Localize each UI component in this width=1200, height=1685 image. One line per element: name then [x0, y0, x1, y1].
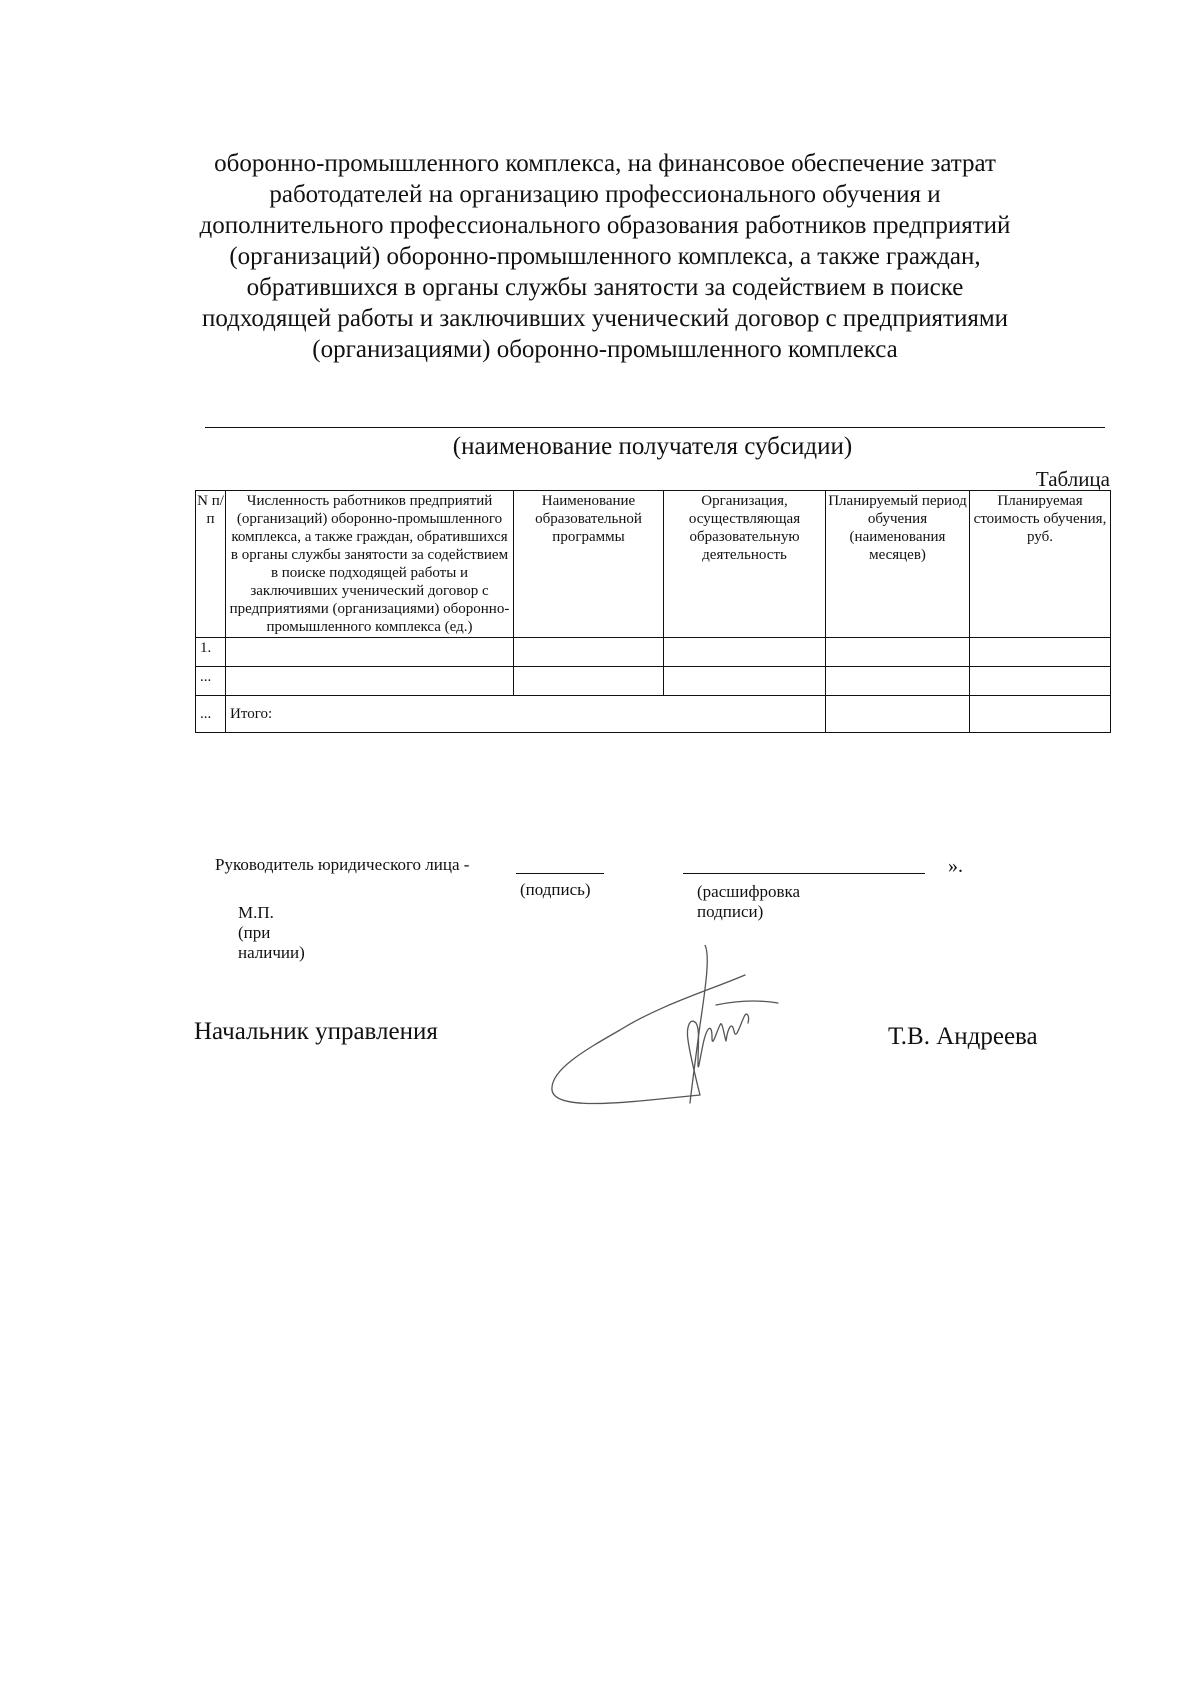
heading-line: оборонно-промышленного комплекса, на финансовое обеспечение затрат	[214, 150, 996, 177]
handwritten-signature-icon	[540, 945, 780, 1115]
header-organization: Организация, осуществляющая образовательную деятельность	[664, 491, 826, 638]
signature-blank-line	[516, 873, 604, 874]
chief-name: Т.В. Андреева	[888, 1023, 1038, 1050]
row-cell	[664, 667, 826, 696]
row-cell	[970, 696, 1111, 733]
table-total-row	[196, 696, 1111, 733]
signature-caption: (подпись)	[520, 880, 591, 899]
row-cell	[664, 638, 826, 667]
row-cell	[514, 638, 664, 667]
table-row	[196, 638, 1111, 667]
row-num: 1.	[196, 638, 226, 667]
decoding-caption: (расшифровка подписи)	[697, 882, 801, 921]
closing-quote: ».	[948, 855, 963, 877]
subsidy-table	[195, 490, 1111, 733]
table-label: Таблица	[1035, 467, 1110, 491]
row-cell	[226, 667, 514, 696]
header-num: N п/п	[196, 491, 226, 638]
row-cell	[514, 667, 664, 696]
row-num: ...	[196, 667, 226, 696]
head-label: Руководитель юридического лица -	[215, 855, 470, 874]
total-label: Итого:	[226, 696, 826, 733]
row-cell	[970, 667, 1111, 696]
heading-line: работодателей на организацию профессионального обучения и	[269, 181, 941, 208]
heading-line: (организациями) оборонно-промышленного комплекса	[312, 336, 898, 363]
table-header-row	[196, 491, 1111, 638]
total-num: ...	[196, 696, 226, 733]
header-count: Численность работников предприятий (организаций) оборонно-промышленного комплекса, а также граждан, обратившихся в органы службы занятости за содействием в поиске подходящей работы и заключивших ученический договор с предприятиями (организациями) оборонно-промышленного комплекса (ед.)	[226, 491, 514, 638]
header-period: Планируемый период обучения (наименования месяцев)	[826, 491, 970, 638]
recipient-caption: (наименование получателя субсидии)	[452, 433, 853, 460]
header-program: Наименование образовательной программы	[514, 491, 664, 638]
row-cell	[826, 667, 970, 696]
row-cell	[826, 696, 970, 733]
heading-line: обратившихся в органы службы занятости за содействием в поиске	[246, 274, 964, 301]
heading-line: дополнительного профессионального образования работников предприятий	[199, 212, 1011, 239]
row-cell	[970, 638, 1111, 667]
table-row	[196, 667, 1111, 696]
row-cell	[226, 638, 514, 667]
chief-position: Начальник управления	[194, 1018, 438, 1045]
document-heading	[190, 148, 1020, 365]
recipient-blank-line	[205, 427, 1105, 428]
stamp-note: М.П. (при наличии)	[238, 903, 305, 962]
heading-line: (организаций) оборонно-промышленного комплекса, а также граждан,	[229, 243, 981, 270]
header-cost: Планируемая стоимость обучения, руб.	[970, 491, 1111, 638]
row-cell	[826, 638, 970, 667]
heading-line: подходящей работы и заключивших ученический договор с предприятиями	[201, 305, 1009, 332]
decoding-blank-line	[683, 873, 925, 874]
